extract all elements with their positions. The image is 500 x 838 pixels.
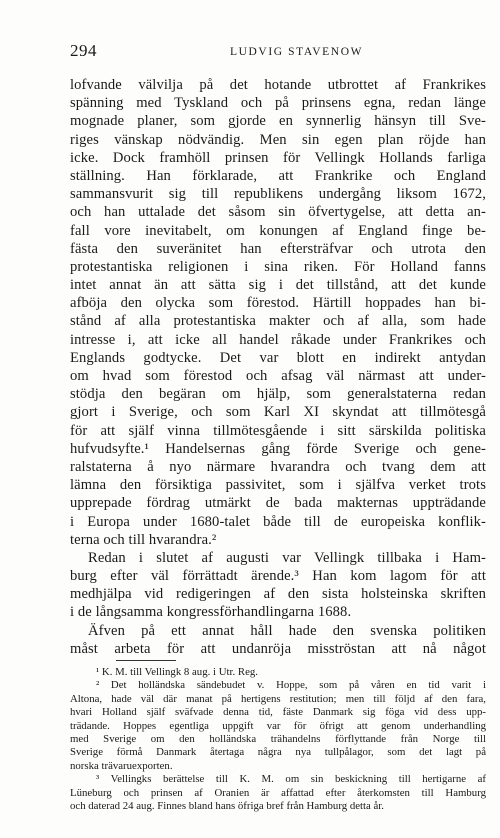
running-head: LUDVIG STAVENOW (230, 46, 364, 58)
text-line: afböja den olycka som förestod. Härtill hoppades han bi- (70, 295, 486, 312)
text-line: spänning med Tyskland och på prinsens egna, redan länge (70, 95, 486, 112)
text-line: ställning. Han förklarade, att Frankrike och England (70, 167, 486, 184)
text-line: hufvudsyfte.¹ Handelsernas gång förde Sverige och gene- (70, 440, 486, 457)
footnote-line: trädande. Hoppes egentliga uppgift var för öfrigt att genom underhandling (70, 719, 486, 732)
text-line: i Europa under 1680-talet både till de europeiska konflik- (70, 513, 486, 530)
text-line: protestantiska religionen i sina riken. För Holland fanns (70, 258, 486, 275)
text-line: burg efter väl förrättadt ärende.³ Han kom lagom för att (70, 568, 486, 585)
text-line: för att själf vinna tillmötesgående i sitt särskilda politiska (70, 422, 486, 439)
text-line: Redan i slutet af augusti var Vellingk tillbaka i Ham- (88, 549, 486, 566)
footnote-line: ¹ K. M. till Vellingk 8 aug. i Utr. Reg. (96, 666, 258, 678)
text-line: riges vänskap nödvändig. Men sin egen plan röjde han (70, 131, 486, 148)
text-line: gjort i Sverige, och som Karl XI skyndat att tillmötesgå (70, 404, 486, 421)
main-text (70, 76, 486, 658)
text-line: fall vore inevitabelt, om konungen af England finge be- (70, 222, 486, 239)
text-line: i de långsamma kongressförhandlingarna 1688. (70, 604, 352, 621)
text-line: ralstaterna å nyo närmare hvarandra och tvang dem att (70, 458, 486, 475)
footnote-line: hvari Holland själf sväfvade denna tid, fäste Danmark sig föga vid dess upp- (70, 706, 486, 719)
footnote-line: Lüneburg och prinsen af Oranien är affattad efter återkomsten till Hamburg (70, 786, 486, 799)
footnote-line: med Sverige om den holländska trähandelns förflyttande från Norge till (70, 732, 486, 745)
text-line: medhjälpa vid redigeringen af den sista holsteinska skriften (70, 586, 486, 603)
page-number: 294 (70, 41, 97, 60)
page-header (70, 40, 486, 64)
text-line: intet annat än att sätta sig i det tillstånd, att det kunde (70, 277, 486, 294)
text-line: intresse i, att icke all handel råkade under Frankrikes och (70, 331, 486, 348)
footnote-line: och daterad 24 aug. Finnes bland hans öfriga bref från Hamburg detta år. (70, 799, 385, 812)
text-line: Äfven på ett annat håll hade den svenska politiken (88, 622, 486, 639)
footnote-line: Sverige förmå Danmark återtaga några nya tullpålagor, som det lagt på (70, 746, 486, 759)
footnotes (70, 666, 486, 813)
footnote-line: norska trävaruexporten. (70, 759, 173, 772)
text-line: stånd af alla protestantiska makter och af alla, som hade (70, 313, 486, 330)
text-line: lämna den försiktiga passivitet, som i själfva verket trots (70, 477, 486, 494)
text-line: Englands godtycke. Det var blott en indirekt antydan (70, 349, 486, 366)
footnote-line: ³ Vellingks berättelse till K. M. om sin beskickning till hertigarne af (96, 773, 486, 786)
text-line: upprepade fördrag utmärkt de bada makternas uppträdande (70, 495, 486, 512)
text-line: terna och till hvarandra.² (70, 531, 217, 548)
text-line: sammansvurit sig till republikens undergång liksom 1672, (70, 186, 486, 203)
footnote-separator (116, 660, 176, 661)
text-line: måst arbeta för att undanröja misströstan att nå något (70, 640, 486, 657)
text-line: mognade planer, som gjorde en synnerlig hänsyn till Sve- (70, 113, 486, 130)
text-line: stödja den begäran om hjälp, som generalstaterna redan (70, 386, 486, 403)
text-line: lofvande välvilja på det hotande utbrottet af Frankrikes (70, 77, 486, 93)
footnote-line: ² Det holländska sändebudet v. Hoppe, som på våren en tid varit i (96, 679, 486, 692)
text-line: fästa den suveränitet han eftersträfvar och utrota den (70, 240, 486, 257)
text-line: och han uttalade det såsom sin öfvertygelse, att detta an- (70, 204, 486, 221)
text-line: om hvad som förestod och afsag väl närmast att under- (70, 368, 486, 384)
footnote-line: Altona, hade väl där manat på hertigens restitution; men till följd af den fara, (70, 692, 486, 705)
text-line: icke. Dock framhöll prinsen för Vellingk Hollands farliga (70, 149, 486, 166)
